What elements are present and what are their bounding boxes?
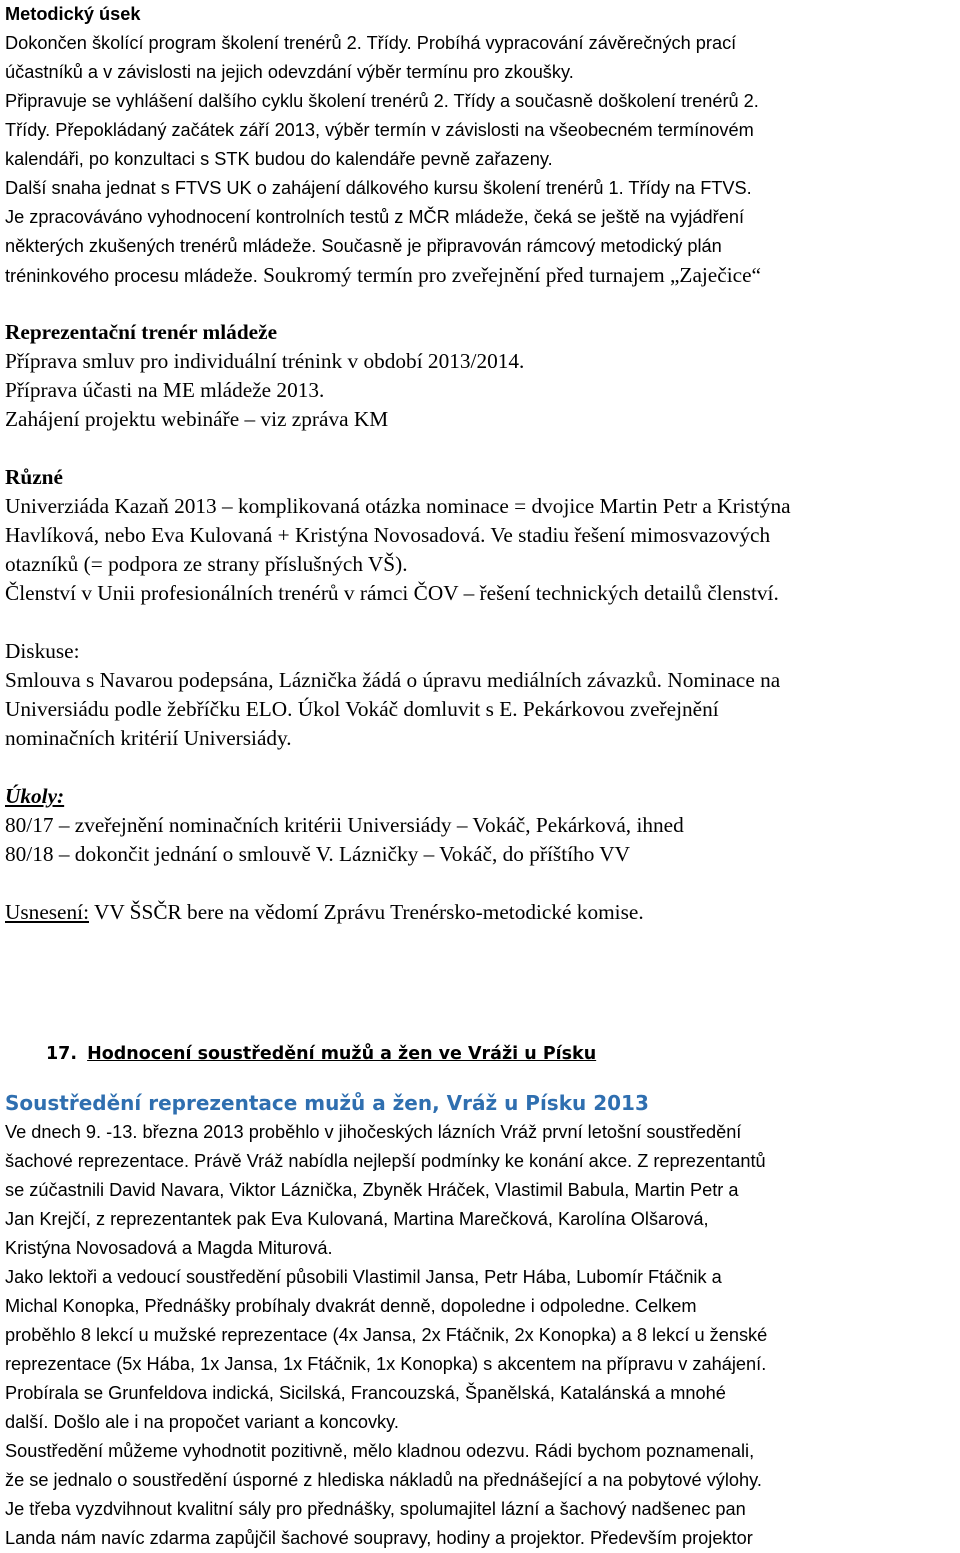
text-line: proběhlo 8 lekcí u mužské reprezentace (4x Jansa, 2x Ftáčnik, 2x Konopka) a 8 lekcí u ženské xyxy=(5,1325,768,1345)
text-line: některých zkušených trenérů mládeže. Současně je připravován rámcový metodický plán xyxy=(5,236,722,256)
text-line: se zúčastnili David Navara, Viktor Láznička, Zbyněk Hráček, Vlastimil Babula, Martin Petr a xyxy=(5,1180,739,1200)
text-line: Landa nám navíc zdarma zapůjčil šachové soupravy, hodiny a projektor. Především projektor xyxy=(5,1528,753,1548)
task-line: 80/17 – zveřejnění nominačních kritérii Universiády – Vokáč, Pekárková, ihned xyxy=(5,813,684,837)
section-number: 17. xyxy=(46,1044,78,1064)
resolution-line xyxy=(5,898,644,927)
section-17-heading xyxy=(5,1040,767,1069)
subsection-heading: Soustředění reprezentace mužů a žen, Vráž u Písku 2013 xyxy=(5,1091,649,1115)
section-diskuse xyxy=(5,637,780,753)
section-reprezentacni xyxy=(5,318,524,434)
text-line: otazníků (= podpora ze strany příslušných VŠ). xyxy=(5,552,408,576)
text-line: Jako lektoři a vedoucí soustředění působili Vlastimil Jansa, Petr Hába, Lubomír Ftáčnik a xyxy=(5,1267,722,1287)
section-heading: Úkoly: xyxy=(5,784,65,808)
resolution-text: VV ŠSČR bere na vědomí Zprávu Trenérsko-metodické komise. xyxy=(89,900,644,924)
section-heading: Metodický úsek xyxy=(5,4,141,24)
text-line: Soustředění můžeme vyhodnotit pozitivně, mělo kladnou odezvu. Rádi bychom poznamenali, xyxy=(5,1441,755,1461)
text-line: Probírala se Grunfeldova indická, Sicilská, Francouzská, Španělská, Katalánská a mnohé xyxy=(5,1383,726,1403)
text-line: šachové reprezentace. Právě Vráž nabídla nejlepší podmínky ke konání akce. Z reprezentantů xyxy=(5,1151,766,1171)
text-line: Připravuje se vyhlášení dalšího cyklu školení trenérů 2. Třídy a současně doškolení trenérů 2. xyxy=(5,91,759,111)
section-metodicky xyxy=(5,0,761,291)
text-fragment: Soukromý termín pro zveřejnění před turnajem „Zaječice“ xyxy=(257,263,761,287)
text-line: Smlouva s Navarou podepsána, Láznička žádá o úpravu mediálních závazků. Nominace na xyxy=(5,668,781,692)
text-line xyxy=(5,116,761,145)
text-line: Ve dnech 9. -13. března 2013 proběhlo v jihočeských lázních Vráž první letošní soustředění xyxy=(5,1122,742,1142)
text-line: Členství v Unii profesionálních trenérů v rámci ČOV – řešení technických detailů členství. xyxy=(5,581,779,605)
text-line: Universiádu podle žebříčku ELO. Úkol Vokáč domluvit s E. Pekárkovou zveřejnění xyxy=(5,697,719,721)
section-heading: Diskuse: xyxy=(5,639,80,663)
text-line: kalendáři, po konzultaci s STK budou do kalendáře pevně zařazeny. xyxy=(5,149,553,169)
text-line: že se jednalo o soustředění úsporné z hlediska nákladů na přednášející a na pobytové výlohy. xyxy=(5,1470,762,1490)
text-line: reprezentace (5x Hába, 1x Jansa, 1x Ftáčnik, 1x Konopka) s akcentem na přípravu v zahájení. xyxy=(5,1354,767,1374)
text-line: Univerziáda Kazaň 2013 – komplikovaná otázka nominace = dvojice Martin Petr a Kristýna xyxy=(5,494,791,518)
text-line: nominačních kritérií Universiády. xyxy=(5,726,292,750)
task-line: 80/18 – dokončit jednání o smlouvě V. Lázničky – Vokáč, do příštího VV xyxy=(5,842,631,866)
resolution-label: Usnesení: xyxy=(5,900,89,924)
text-line: Příprava účasti na ME mládeže 2013. xyxy=(5,378,325,402)
section-heading: Reprezentační trenér mládeže xyxy=(5,320,278,344)
section-ruzne xyxy=(5,463,791,608)
text-fragment: Přepokládaný začátek září 2013, výběr termín v závislosti na všeobecném termínovém xyxy=(50,120,754,140)
text-line: Další snaha jednat s FTVS UK o zahájení dálkového kursu školení trenérů 1. Třídy na FTVS. xyxy=(5,178,752,198)
text-line: Havlíková, nebo Eva Kulovaná + Kristýna Novosadová. Ve stadiu řešení mimosvazových xyxy=(5,523,771,547)
text-line: Dokončen školící program školení trenérů 2. Třídy. Probíhá vypracování závěrečných prací xyxy=(5,33,737,53)
section-heading: Různé xyxy=(5,465,63,489)
section-title: Hodnocení soustředění mužů a žen ve Vráži u Písku xyxy=(87,1044,597,1064)
text-line: Příprava smluv pro individuální trénink v období 2013/2014. xyxy=(5,349,525,373)
section-usneseni xyxy=(5,898,644,927)
text-line: Je zpracováváno vyhodnocení kontrolních testů z MČR mládeže, čeká se ještě na vyjádření xyxy=(5,207,745,227)
section-17 xyxy=(5,985,767,1553)
text-line: Zahájení projektu webináře – viz zpráva KM xyxy=(5,407,389,431)
text-line: účastníků a v závislosti na jejich odevzdání výběr termínu pro zkoušky. xyxy=(5,62,574,82)
text-line: Je třeba vyzdvihnout kvalitní sály pro přednášky, spolumajitel lázní a šachový nadšenec pan xyxy=(5,1499,746,1519)
section-ukoly xyxy=(5,782,684,869)
text-line: Michal Konopka, Přednášky probíhaly dvakrát denně, dopoledne i odpoledne. Celkem xyxy=(5,1296,697,1316)
text-fragment: Třídy. xyxy=(5,120,51,140)
text-line: další. Došlo ale i na propočet variant a koncovky. xyxy=(5,1412,399,1432)
text-line: Kristýna Novosadová a Magda Miturová. xyxy=(5,1238,333,1258)
text-line: Jan Krejčí, z reprezentantek pak Eva Kulovaná, Martina Marečková, Karolína Olšarová, xyxy=(5,1209,709,1229)
text-line xyxy=(5,261,761,291)
text-fragment: tréninkového procesu mládeže. xyxy=(5,266,258,286)
